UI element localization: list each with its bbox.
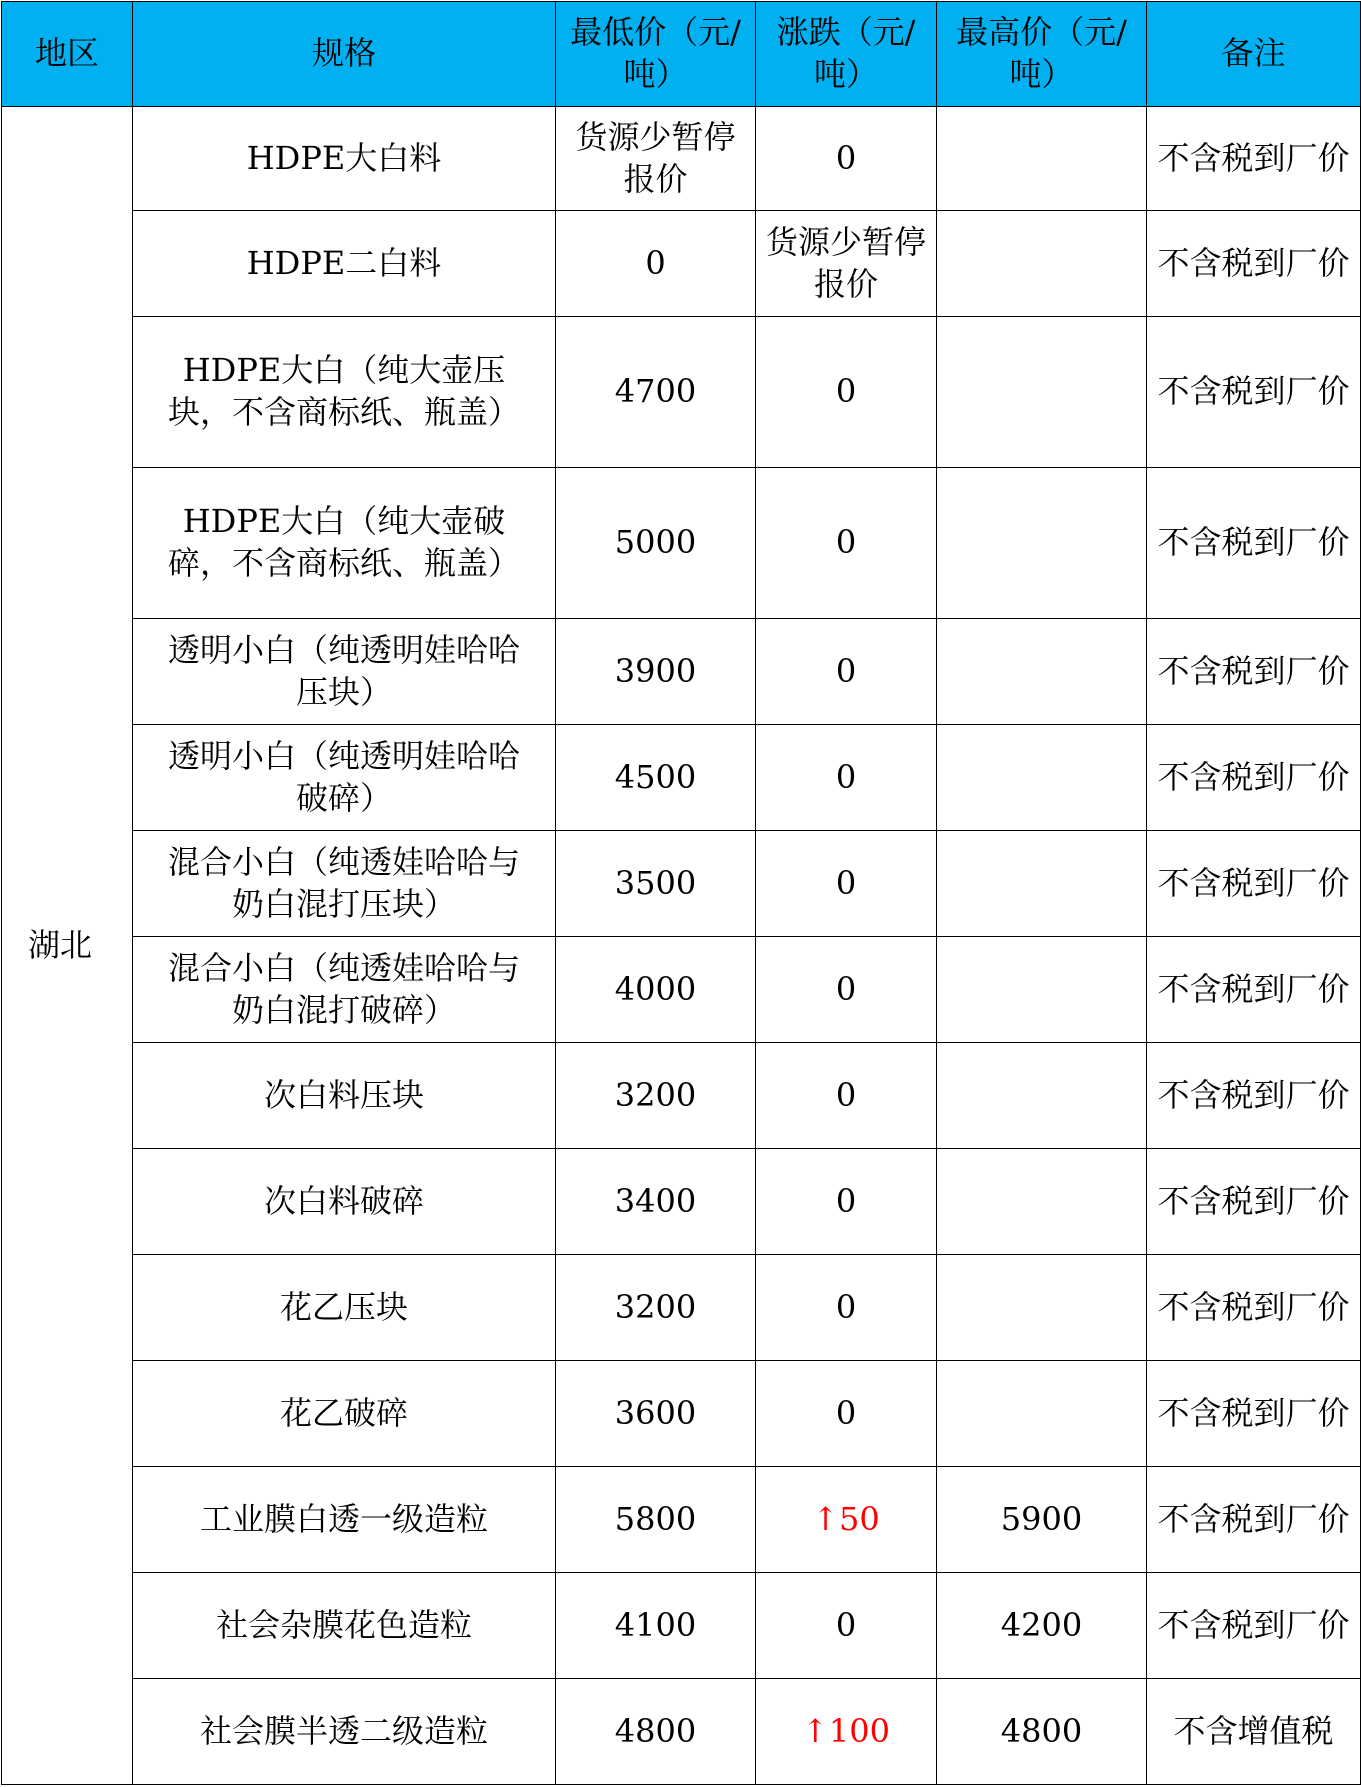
spec-cell: 次白料压块 (133, 1043, 556, 1149)
region-cell: 湖北 (2, 107, 133, 1785)
high-price-cell (937, 468, 1147, 619)
table-row (2, 1467, 1361, 1573)
remark-cell: 不含税到厂价 (1147, 831, 1361, 937)
high-price-cell (937, 725, 1147, 831)
table-row (2, 468, 1361, 619)
table-row (2, 725, 1361, 831)
low-price-cell: 0 (556, 211, 756, 317)
table-row (2, 1573, 1361, 1679)
table-row (2, 317, 1361, 468)
low-price-cell: 3400 (556, 1149, 756, 1255)
table-body (2, 107, 1361, 1785)
high-price-cell: 4200 (937, 1573, 1147, 1679)
remark-cell: 不含税到厂价 (1147, 619, 1361, 725)
table-row (2, 211, 1361, 317)
high-price-cell (937, 211, 1147, 317)
spec-cell: 混合小白（纯透娃哈哈与奶白混打压块） (133, 831, 556, 937)
header-spec: 规格 (133, 2, 556, 107)
change-cell: 0 (756, 1255, 937, 1361)
spec-cell: HDPE大白（纯大壶破碎，不含商标纸、瓶盖） (133, 468, 556, 619)
spec-cell: HDPE大白（纯大壶压块，不含商标纸、瓶盖） (133, 317, 556, 468)
high-price-cell (937, 619, 1147, 725)
table-row (2, 619, 1361, 725)
high-price-cell (937, 1255, 1147, 1361)
remark-cell: 不含税到厂价 (1147, 468, 1361, 619)
table-row (2, 1255, 1361, 1361)
change-cell: 0 (756, 937, 937, 1043)
spec-cell: 花乙压块 (133, 1255, 556, 1361)
table-row (2, 1679, 1361, 1785)
remark-cell: 不含税到厂价 (1147, 1573, 1361, 1679)
high-price-cell (937, 1361, 1147, 1467)
table-row (2, 1361, 1361, 1467)
remark-cell: 不含税到厂价 (1147, 725, 1361, 831)
high-price-cell (937, 317, 1147, 468)
high-price-cell: 5900 (937, 1467, 1147, 1573)
remark-cell: 不含税到厂价 (1147, 1043, 1361, 1149)
table-row (2, 937, 1361, 1043)
high-price-cell: 4800 (937, 1679, 1147, 1785)
spec-cell: HDPE二白料 (133, 211, 556, 317)
table-row (2, 107, 1361, 211)
remark-cell: 不含税到厂价 (1147, 211, 1361, 317)
change-cell: 0 (756, 1573, 937, 1679)
change-cell: 0 (756, 1361, 937, 1467)
table-row (2, 831, 1361, 937)
spec-cell: 花乙破碎 (133, 1361, 556, 1467)
low-price-cell: 3600 (556, 1361, 756, 1467)
high-price-cell (937, 107, 1147, 211)
remark-cell: 不含税到厂价 (1147, 1361, 1361, 1467)
remark-cell: 不含税到厂价 (1147, 1255, 1361, 1361)
header-change: 涨跌（元/吨） (756, 2, 937, 107)
header-row (2, 2, 1361, 107)
spec-cell: 透明小白（纯透明娃哈哈压块） (133, 619, 556, 725)
high-price-cell (937, 1043, 1147, 1149)
low-price-cell: 5000 (556, 468, 756, 619)
header-region: 地区 (2, 2, 133, 107)
header-remark: 备注 (1147, 2, 1361, 107)
low-price-cell: 4700 (556, 317, 756, 468)
low-price-cell: 5800 (556, 1467, 756, 1573)
change-cell: ↑100 (756, 1679, 937, 1785)
high-price-cell (937, 1149, 1147, 1255)
low-price-cell: 4100 (556, 1573, 756, 1679)
remark-cell: 不含税到厂价 (1147, 1149, 1361, 1255)
remark-cell: 不含税到厂价 (1147, 317, 1361, 468)
change-cell: 0 (756, 725, 937, 831)
spec-cell: 社会杂膜花色造粒 (133, 1573, 556, 1679)
table-row (2, 1149, 1361, 1255)
header-low-price: 最低价（元/吨） (556, 2, 756, 107)
spec-cell: 透明小白（纯透明娃哈哈破碎） (133, 725, 556, 831)
high-price-cell (937, 937, 1147, 1043)
spec-cell: HDPE大白料 (133, 107, 556, 211)
change-cell: 0 (756, 107, 937, 211)
spec-cell: 混合小白（纯透娃哈哈与奶白混打破碎） (133, 937, 556, 1043)
change-cell: 0 (756, 317, 937, 468)
low-price-cell: 4000 (556, 937, 756, 1043)
change-cell: 0 (756, 1149, 937, 1255)
low-price-cell: 3900 (556, 619, 756, 725)
low-price-cell: 3200 (556, 1255, 756, 1361)
price-table (1, 1, 1361, 1785)
table-row (2, 1043, 1361, 1149)
remark-cell: 不含税到厂价 (1147, 937, 1361, 1043)
change-cell: 0 (756, 468, 937, 619)
low-price-cell: 3500 (556, 831, 756, 937)
spec-cell: 工业膜白透一级造粒 (133, 1467, 556, 1573)
spec-cell: 社会膜半透二级造粒 (133, 1679, 556, 1785)
remark-cell: 不含税到厂价 (1147, 1467, 1361, 1573)
change-cell: 0 (756, 619, 937, 725)
change-cell: ↑50 (756, 1467, 937, 1573)
high-price-cell (937, 831, 1147, 937)
low-price-cell: 3200 (556, 1043, 756, 1149)
change-cell: 货源少暂停报价 (756, 211, 937, 317)
change-cell: 0 (756, 831, 937, 937)
header-high-price: 最高价（元/吨） (937, 2, 1147, 107)
table-header (2, 2, 1361, 107)
change-cell: 0 (756, 1043, 937, 1149)
low-price-cell: 4800 (556, 1679, 756, 1785)
spec-cell: 次白料破碎 (133, 1149, 556, 1255)
remark-cell: 不含税到厂价 (1147, 107, 1361, 211)
low-price-cell: 4500 (556, 725, 756, 831)
low-price-cell: 货源少暂停报价 (556, 107, 756, 211)
remark-cell: 不含增值税 (1147, 1679, 1361, 1785)
